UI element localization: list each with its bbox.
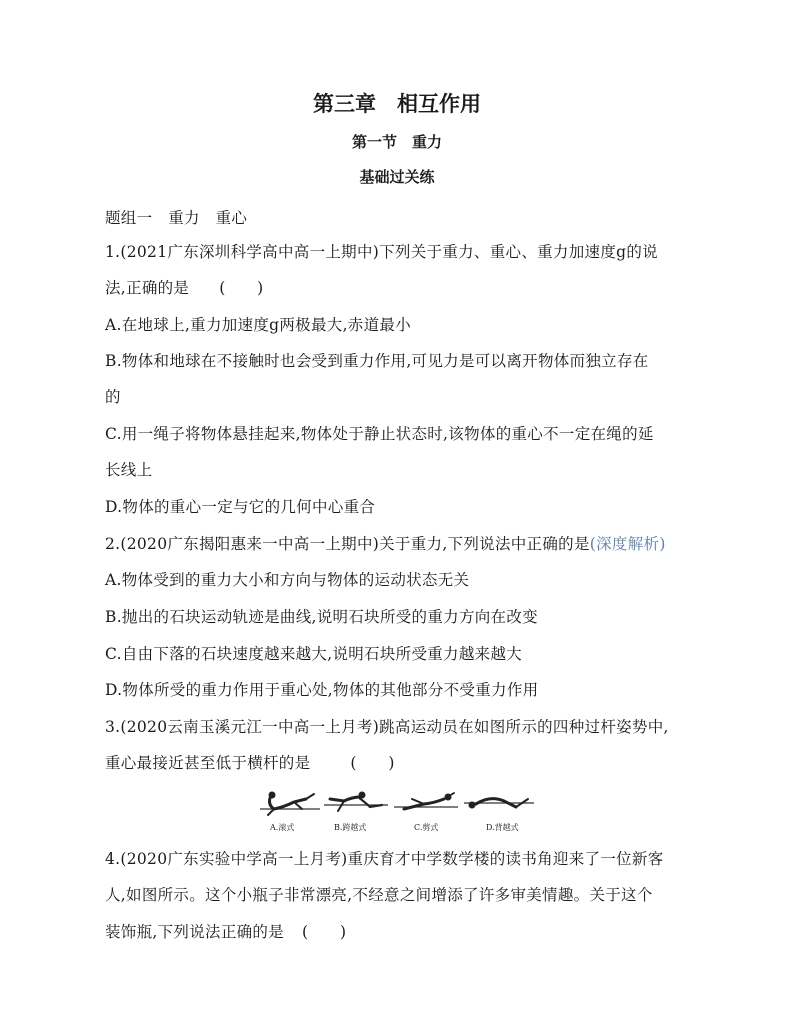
jumper-a-figure: [260, 792, 320, 833]
q1-option-a: A.在地球上,重力加速度g两极最大,赤道最小: [105, 316, 411, 334]
jumper-d-figure: [464, 799, 534, 832]
q1-stem-line2: [105, 276, 264, 298]
q1-stem-text: 法,正确的是: [105, 279, 190, 297]
high-jump-figure: [258, 785, 536, 835]
q2-option-a: A.物体受到的重力大小和方向与物体的运动状态无关: [105, 571, 470, 589]
subsection-title: 基础过关练: [359, 168, 435, 186]
q3-stem-line1: 3.(2020云南玉溪元江一中高一上月考)跳高运动员在如图所示的四种过杆姿势中,: [105, 718, 669, 736]
q2-stem-text: 2.(2020广东揭阳惠来一中高一上期中)关于重力,下列说法中正确的是: [105, 535, 590, 553]
q4-stem-text: 装饰瓶,下列说法正确的是: [105, 923, 285, 941]
figure-label-a: A.滚式: [270, 823, 295, 832]
q2-option-d: D.物体所受的重力作用于重心处,物体的其他部分不受重力作用: [105, 681, 539, 699]
q4-answer-blank: ( ): [302, 923, 347, 941]
q1-stem-line1: 1.(2021广东深圳科学高中高一上期中)下列关于重力、重心、重力加速度g的说: [105, 243, 658, 261]
q3-stem-line2: [105, 751, 395, 773]
q1-answer-blank: ( ): [219, 279, 264, 297]
chapter-title: 第三章 相互作用: [313, 91, 481, 116]
q4-stem-line3: [105, 920, 346, 942]
q2-deep-analysis-tag: (深度解析): [589, 535, 666, 553]
q1-option-c-line2: 长线上: [105, 461, 153, 479]
jumper-c-figure: [394, 793, 458, 832]
high-jump-illustration: [258, 785, 536, 835]
q1-option-b-line1: B.物体和地球在不接触时也会受到重力作用,可见力是可以离开物体而独立存在: [105, 352, 649, 370]
figure-label-c: C.剪式: [414, 823, 439, 832]
figure-label-b: B.跨越式: [334, 823, 367, 832]
q2-option-b: B.抛出的石块运动轨迹是曲线,说明石块所受的重力方向在改变: [105, 608, 538, 626]
q1-option-d: D.物体的重心一定与它的几何中心重合: [105, 498, 376, 516]
q4-stem-line1: 4.(2020广东实验中学高一上月考)重庆育才中学数学楼的读书角迎来了一位新客: [105, 850, 664, 868]
q2-option-c: C.自由下落的石块速度越来越大,说明石块所受重力越来越大: [105, 645, 523, 663]
q1-option-c-line1: C.用一绳子将物体悬挂起来,物体处于静止状态时,该物体的重心不一定在绳的延: [105, 425, 654, 443]
figure-label-d: D.背越式: [486, 823, 519, 832]
question-group-heading: 题组一 重力 重心: [105, 209, 248, 227]
section-title: 第一节 重力: [351, 133, 442, 151]
q2-stem: [105, 532, 666, 554]
q1-option-b-line2: 的: [105, 388, 121, 406]
q3-answer-blank: ( ): [350, 754, 395, 772]
q4-stem-line2: 人,如图所示。这个小瓶子非常漂亮,不经意之间增添了许多审美情趣。关于这个: [105, 886, 653, 904]
q3-stem-text: 重心最接近甚至低于横杆的是: [105, 754, 311, 772]
jumper-b-figure: [324, 792, 388, 833]
